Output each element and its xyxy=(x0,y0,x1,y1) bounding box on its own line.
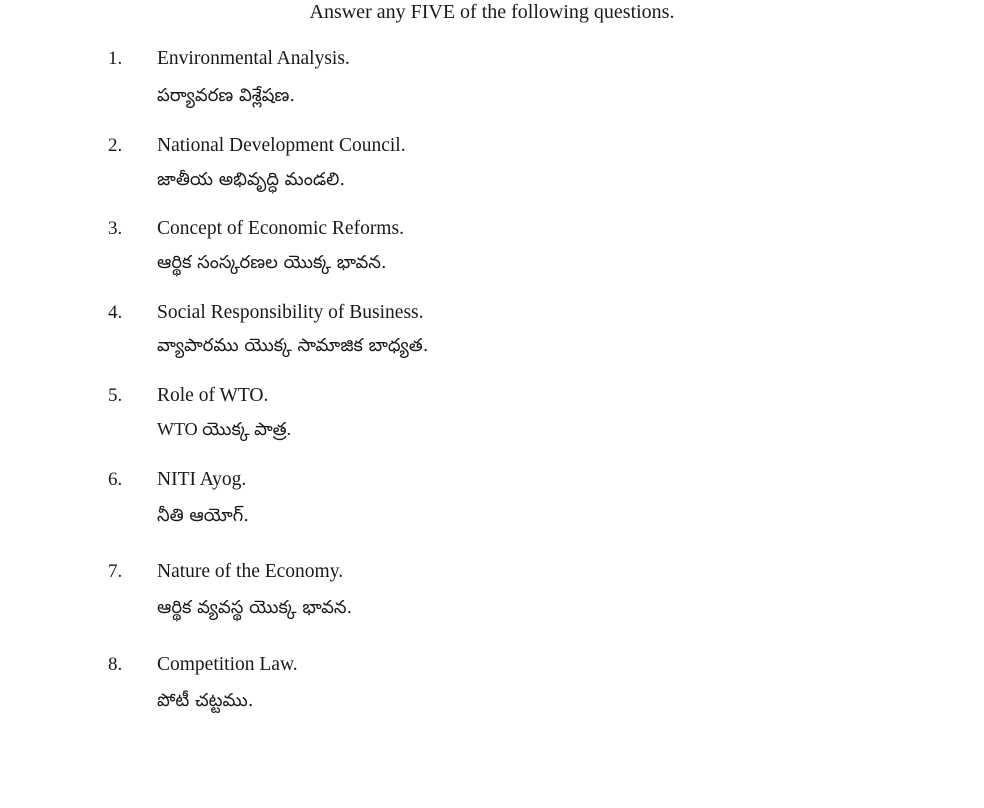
question-telugu: ఆర్థిక సంస్కరణల యొక్క భావన. xyxy=(157,252,387,273)
instruction-heading: Answer any FIVE of the following questions. xyxy=(309,1,675,23)
question-number: 5. xyxy=(108,385,123,406)
question-telugu: జాతీయ అభివృద్ధి మండలి. xyxy=(157,169,346,190)
question-english: Concept of Economic Reforms. xyxy=(157,218,404,239)
question-english: Social Responsibility of Business. xyxy=(157,302,424,323)
question-number: 7. xyxy=(108,561,123,582)
question-telugu: WTO యొక్క పాత్ర. xyxy=(157,419,292,439)
question-english: Competition Law. xyxy=(157,654,298,675)
question-number: 3. xyxy=(108,218,123,239)
question-telugu: నీతి ఆయోగ్. xyxy=(157,505,249,526)
question-number: 2. xyxy=(108,135,123,156)
question-number: 6. xyxy=(108,469,123,490)
question-english: Role of WTO. xyxy=(157,385,269,406)
question-telugu: పోటీ చట్టము. xyxy=(157,690,254,711)
question-number: 4. xyxy=(108,302,123,323)
question-number: 1. xyxy=(108,48,123,69)
question-english: Nature of the Economy. xyxy=(157,561,344,582)
question-telugu: వ్యాపారము యొక్క సామాజిక బాధ్యత. xyxy=(157,335,429,356)
question-english: Environmental Analysis. xyxy=(157,48,350,69)
question-telugu: పర్యావరణ విశ్లేషణ. xyxy=(157,85,296,106)
question-number: 8. xyxy=(108,654,123,675)
question-telugu: ఆర్థిక వ్యవస్థ యొక్క భావన. xyxy=(157,597,353,618)
question-english: National Development Council. xyxy=(157,135,406,156)
question-english: NITI Ayog. xyxy=(157,469,247,490)
